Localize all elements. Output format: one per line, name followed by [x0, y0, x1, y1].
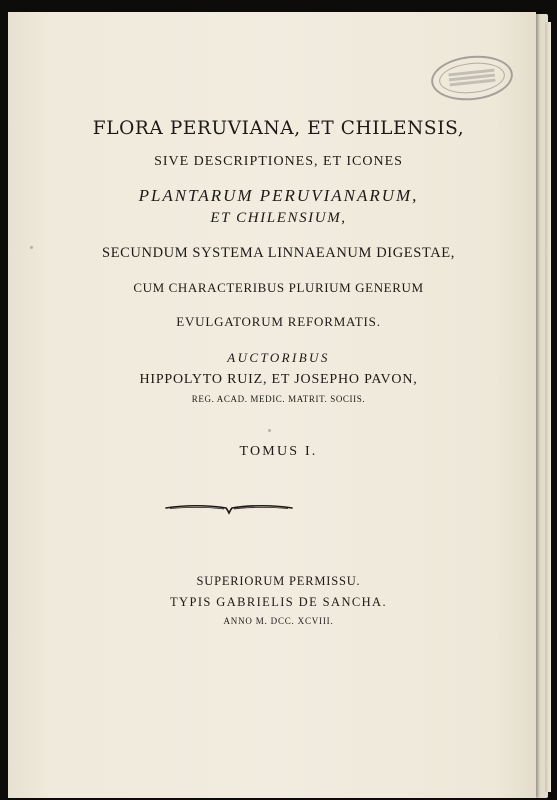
- subtitle-line: SIVE DESCRIPTIONES, ET ICONES: [154, 154, 403, 169]
- book-title: FLORA PERUVIANA, ET CHILENSIS,: [92, 118, 465, 139]
- subtitle-line: EVULGATORUM REFORMATIS.: [176, 314, 381, 329]
- year-line: ANNO M. DCC. XCVIII.: [223, 616, 334, 626]
- permission-line: SUPERIORUM PERMISSU.: [196, 574, 361, 588]
- affiliation-line: REG. ACAD. MEDIC. MATRIT. SOCIIS.: [191, 394, 366, 404]
- auctoribus-label: AUCTORIBUS: [227, 350, 330, 365]
- subtitle-line: SECUNDUM SYSTEMA LINNAEANUM DIGESTAE,: [102, 245, 455, 261]
- printer-line: TYPIS GABRIELIS DE SANCHA.: [170, 595, 387, 609]
- ornamental-rule-icon: [164, 499, 294, 515]
- authors-line: HIPPOLYTO RUIZ, ET JOSEPHO PAVON,: [139, 372, 418, 387]
- subtitle-line: PLANTARUM PERUVIANARUM,: [138, 186, 419, 205]
- paper-speck: [268, 429, 271, 432]
- subtitle-line: CUM CHARACTERIBUS PLURIUM GENERUM: [133, 280, 424, 295]
- volume-label: TOMUS I.: [239, 444, 318, 459]
- subtitle-line: ET CHILENSIUM,: [210, 210, 347, 226]
